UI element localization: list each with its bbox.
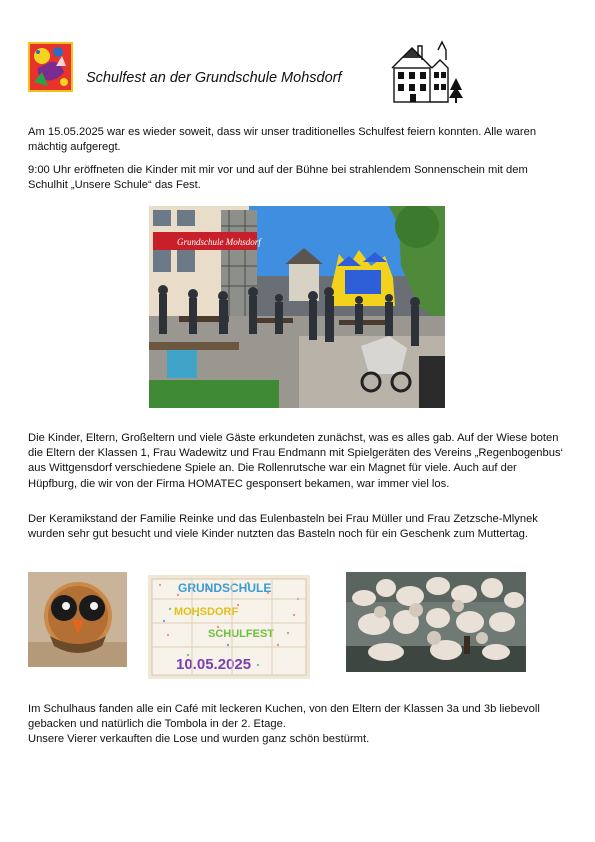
page-title: Schulfest an der Grundschule Mohsdorf xyxy=(86,70,342,86)
cake-line-3: SCHULFEST xyxy=(208,628,274,640)
activities-paragraph: Die Kinder, Eltern, Großeltern und viele Gäste erkundeten zunächst, was es alles gab. Auf der Wiese boten die Eltern der Klassen 1, Frau Wadewitz und Frau Endmann mit Spielgeräten des Vereins „Regenbogenbus‘ aus Wittgensdorf verschiedene Spiele an. Die Rollenrutsche war ein Magnet für viele. Auch auf der Hüpfburg, die wir von der Firma HOMATEC gesponsert bekamen, war immer viel los. xyxy=(28,432,564,490)
school-logo xyxy=(28,42,73,92)
schulfest-cake-photo xyxy=(148,575,310,679)
ceramics-stand-photo xyxy=(346,572,526,672)
owl-craft-photo xyxy=(28,572,127,667)
crafts-paragraph: Der Keramikstand der Familie Reinke und das Eulenbasteln bei Frau Müller und Frau Zetzsche-Mlynek wurden sehr gut besucht und viele Kinder nutzten das Basteln noch für ein Geschenk zum Muttertag. xyxy=(28,513,538,541)
cafe-line-2: Unsere Vierer verkauften die Lose und wurden ganz schön bestürmt. xyxy=(28,733,370,746)
cafe-paragraph xyxy=(28,702,568,748)
cake-line-4: 10.05.2025 xyxy=(176,656,252,673)
cafe-line-1: Im Schulhaus fanden alle ein Café mit leckeren Kuchen, von den Eltern der Klassen 3a und 3b liebevoll gebacken und natürlich die Tombola in der 2. Etage. xyxy=(28,703,540,731)
banner-text: Grundschule Mohsdorf xyxy=(177,237,261,247)
cake-line-2: MOHSDORF xyxy=(174,606,239,618)
cake-line-1: GRUNDSCHULE xyxy=(178,581,272,595)
schoolyard-festival-photo xyxy=(149,206,445,408)
school-house-logo xyxy=(388,40,468,106)
opening-paragraph: 9:00 Uhr eröffneten die Kinder mit mir vor und auf der Bühne bei strahlendem Sonnenschein mit dem Schulhit „Unsere Schule“ das Fest. xyxy=(28,164,528,192)
intro-paragraph: Am 15.05.2025 war es wieder soweit, dass wir unser traditionelles Schulfest feiern konnten. Alle waren mächtig aufgeregt. xyxy=(28,126,537,154)
